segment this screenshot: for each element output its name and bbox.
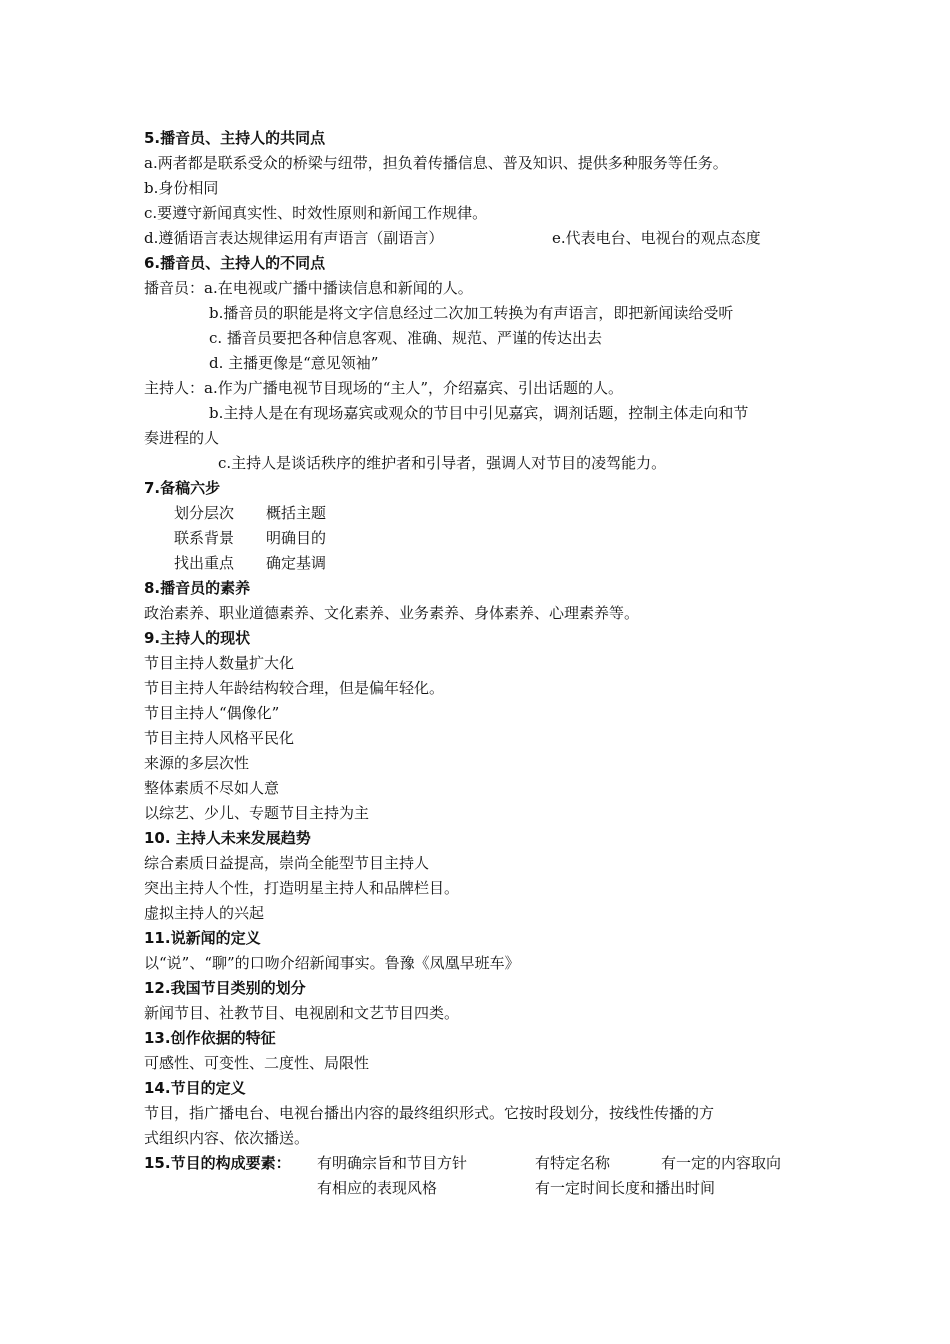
section-6-host-b-cont: 奏进程的人: [144, 429, 220, 447]
step-summarize-theme: 概括主题: [266, 504, 327, 522]
section-9-item: 以综艺、少儿、专题节目主持为主: [144, 804, 370, 822]
section-6-host-b: b.主持人是在有现场嘉宾或观众的节目中引见嘉宾，调剂话题，控制主体走向和节: [209, 404, 749, 422]
section-12-text: 新闻节目、社教节目、电视剧和文艺节目四类。: [144, 1004, 460, 1022]
section-14-text-cont: 式组织内容、依次播送。: [144, 1129, 310, 1147]
section-6-host-c: c.主持人是谈话秩序的维护者和引导者，强调人对节目的凌驾能力。: [218, 454, 667, 472]
element-duration-airtime: 有一定时间长度和播出时间: [535, 1179, 716, 1197]
section-13-text: 可感性、可变性、二度性、局限性: [144, 1054, 370, 1072]
section-12-heading: 12.我国节目类别的划分: [144, 979, 306, 997]
section-6-announcer-d: d. 主播更像是“意见领袖”: [209, 354, 379, 372]
section-6-announcer-b: b.播音员的职能是将文字信息经过二次加工转换为有声语言，即把新闻读给受听: [209, 304, 734, 322]
section-5-item-d: d.遵循语言表达规律运用有声语言（副语言）: [144, 229, 444, 247]
section-8-text: 政治素养、职业道德素养、文化素养、业务素养、身体素养、心理素养等。: [144, 604, 640, 622]
section-14-heading: 14.节目的定义: [144, 1079, 246, 1097]
section-9-item: 节目主持人风格平民化: [144, 729, 295, 747]
section-9-item: 节目主持人数量扩大化: [144, 654, 295, 672]
section-5-item-c: c.要遵守新闻真实性、时效性原则和新闻工作规律。: [144, 204, 488, 222]
section-9-item: 整体素质不尽如人意: [144, 779, 280, 797]
section-7-heading: 7.备稿六步: [144, 479, 221, 497]
section-10-item: 综合素质日益提高，崇尚全能型节目主持人: [144, 854, 430, 872]
section-11-text: 以“说”、“聊”的口吻介绍新闻事实。鲁豫《凤凰早班车》: [144, 954, 520, 972]
section-9-item: 节目主持人“偶像化”: [144, 704, 280, 722]
section-9-heading: 9.主持人的现状: [144, 629, 251, 647]
section-6-announcer-c: c. 播音员要把各种信息客观、准确、规范、严谨的传达出去: [209, 329, 602, 347]
section-14-text: 节目，指广播电台、电视台播出内容的最终组织形式。它按时段划分，按线性传播的方: [144, 1104, 715, 1122]
section-10-item: 突出主持人个性，打造明星主持人和品牌栏目。: [144, 879, 460, 897]
element-clear-purpose: 有明确宗旨和节目方针: [317, 1154, 468, 1172]
section-5-item-b: b.身份相同: [144, 179, 219, 197]
section-10-heading: 10. 主持人未来发展趋势: [144, 829, 311, 847]
section-9-item: 节目主持人年龄结构较合理，但是偏年轻化。: [144, 679, 445, 697]
step-set-tone: 确定基调: [266, 554, 327, 572]
section-11-heading: 11.说新闻的定义: [144, 929, 261, 947]
step-divide-levels: 划分层次: [174, 504, 235, 522]
element-content-orientation: 有一定的内容取向: [661, 1154, 782, 1172]
section-10-item: 虚拟主持人的兴起: [144, 904, 265, 922]
section-9-item: 来源的多层次性: [144, 754, 250, 772]
section-13-heading: 13.创作依据的特征: [144, 1029, 276, 1047]
section-6-heading: 6.播音员、主持人的不同点: [144, 254, 326, 272]
step-clarify-purpose: 明确目的: [266, 529, 327, 547]
section-6-host-a: 主持人：a.作为广播电视节目现场的“主人”，介绍嘉宾、引出话题的人。: [144, 379, 624, 397]
section-5-item-e: e.代表电台、电视台的观点态度: [552, 229, 761, 247]
step-link-background: 联系背景: [174, 529, 235, 547]
element-specific-name: 有特定名称: [535, 1154, 611, 1172]
section-5-item-a: a.两者都是联系受众的桥梁与纽带，担负着传播信息、普及知识、提供多种服务等任务。: [144, 154, 728, 172]
section-15-heading: 15.节目的构成要素：: [144, 1154, 291, 1172]
section-8-heading: 8.播音员的素养: [144, 579, 251, 597]
step-find-focus: 找出重点: [174, 554, 235, 572]
section-5-heading: 5.播音员、主持人的共同点: [144, 129, 326, 147]
element-presentation-style: 有相应的表现风格: [317, 1179, 438, 1197]
section-6-announcer-a: 播音员：a.在电视或广播中播读信息和新闻的人。: [144, 279, 473, 297]
